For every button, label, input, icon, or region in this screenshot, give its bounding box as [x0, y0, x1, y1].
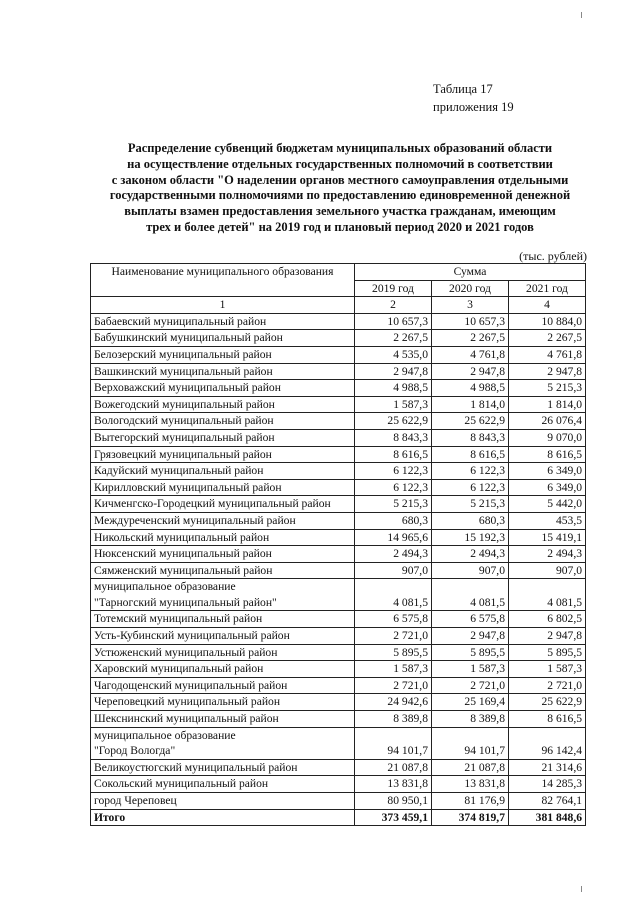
row-name: Бабушкинский муниципальный район: [91, 330, 355, 347]
row-name: Чагодощенский муниципальный район: [91, 677, 355, 694]
value-2019: 8 843,3: [355, 429, 432, 446]
row-name: Сямженский муниципальный район: [91, 562, 355, 579]
value-2019: 5 215,3: [355, 496, 432, 513]
value-2020: 13 831,8: [432, 776, 509, 793]
value-2019: 94 101,7: [355, 727, 432, 759]
title-line: государственными полномочиями по предоставлению единовременной денежной: [109, 188, 571, 203]
value-2019: 8 616,5: [355, 446, 432, 463]
subsidy-table: [90, 263, 586, 826]
value-2019: 2 267,5: [355, 330, 432, 347]
caption-appendix: приложения 19: [433, 100, 514, 114]
value-2021: 82 764,1: [509, 793, 586, 810]
row-name: Череповецкий муниципальный район: [91, 694, 355, 711]
row-name: Харовский муниципальный район: [91, 661, 355, 678]
row-name: Кирилловский муниципальный район: [91, 479, 355, 496]
table-row: [91, 677, 586, 694]
value-2019: 907,0: [355, 562, 432, 579]
value-2020: 21 087,8: [432, 759, 509, 776]
value-2020: 907,0: [432, 562, 509, 579]
row-name: Усть-Кубинский муниципальный район: [91, 628, 355, 645]
value-2019: 5 895,5: [355, 644, 432, 661]
value-2020: 25 622,9: [432, 413, 509, 430]
value-2019: 2 947,8: [355, 363, 432, 380]
value-2019: 1 587,3: [355, 396, 432, 413]
table-row: [91, 463, 586, 480]
row-name: Шекснинский муниципальный район: [91, 711, 355, 728]
value-2021: 26 076,4: [509, 413, 586, 430]
header-year-2020: 2020 год: [432, 280, 509, 297]
value-2019: 14 965,6: [355, 529, 432, 546]
row-name: Сокольский муниципальный район: [91, 776, 355, 793]
table-row: [91, 413, 586, 430]
title-line: на осуществление отдельных государственных полномочий в соответствии: [127, 156, 553, 171]
value-2019: 2 721,0: [355, 628, 432, 645]
value-2020: 5 215,3: [432, 496, 509, 513]
table-row: [91, 776, 586, 793]
value-2020: 4 988,5: [432, 380, 509, 397]
value-2021: 15 419,1: [509, 529, 586, 546]
value-2021: 5 215,3: [509, 380, 586, 397]
value-2020: 2 947,8: [432, 363, 509, 380]
value-2020: 4 761,8: [432, 346, 509, 363]
row-name: Вожегодский муниципальный район: [91, 396, 355, 413]
table-row: [91, 346, 586, 363]
row-name: Нюксенский муниципальный район: [91, 546, 355, 563]
row-name: Тотемский муниципальный район: [91, 611, 355, 628]
value-2021: 1 814,0: [509, 396, 586, 413]
row-name: Грязовецкий муниципальный район: [91, 446, 355, 463]
title-line: выплаты взамен предоставления земельного участка гражданам, имеющим: [124, 204, 556, 219]
value-2020: 2 721,0: [432, 677, 509, 694]
header-name: Наименование муниципального образования: [91, 264, 355, 297]
value-2021: 4 081,5: [509, 579, 586, 611]
value-2020: 8 389,8: [432, 711, 509, 728]
value-2020: 2 267,5: [432, 330, 509, 347]
value-2021: 9 070,0: [509, 429, 586, 446]
table-row: [91, 330, 586, 347]
table-row: [91, 380, 586, 397]
total-2020: 374 819,7: [432, 809, 509, 826]
value-2020: 10 657,3: [432, 313, 509, 330]
document-title: [95, 141, 585, 236]
value-2019: 4 535,0: [355, 346, 432, 363]
value-2020: 5 895,5: [432, 644, 509, 661]
value-2021: 25 622,9: [509, 694, 586, 711]
table-caption: [433, 80, 514, 116]
row-name: Кичменгско-Городецкий муниципальный район: [91, 496, 355, 513]
row-name-line: "Город Вологда": [94, 744, 176, 758]
table-row: [91, 644, 586, 661]
table-row: [91, 759, 586, 776]
value-2021: 10 884,0: [509, 313, 586, 330]
total-row: [91, 809, 586, 826]
units-label: (тыс. рублей): [519, 249, 587, 263]
value-2021: 14 285,3: [509, 776, 586, 793]
row-name: Великоустюгский муниципальный район: [91, 759, 355, 776]
value-2020: 15 192,3: [432, 529, 509, 546]
value-2021: 2 494,3: [509, 546, 586, 563]
caption-table-number: Таблица 17: [433, 82, 493, 96]
value-2021: 5 895,5: [509, 644, 586, 661]
value-2021: 2 947,8: [509, 363, 586, 380]
value-2019: 6 122,3: [355, 463, 432, 480]
value-2019: 6 575,8: [355, 611, 432, 628]
row-name: Вологодский муниципальный район: [91, 413, 355, 430]
value-2021: 453,5: [509, 512, 586, 529]
value-2019: 1 587,3: [355, 661, 432, 678]
col-number: 1: [91, 297, 355, 314]
row-name: Вытегорский муниципальный район: [91, 429, 355, 446]
row-name-line: "Тарногский муниципальный район": [94, 595, 277, 609]
row-name: город Череповец: [91, 793, 355, 810]
value-2019: 21 087,8: [355, 759, 432, 776]
value-2020: 6 575,8: [432, 611, 509, 628]
total-2019: 373 459,1: [355, 809, 432, 826]
value-2020: 8 616,5: [432, 446, 509, 463]
table-row: [91, 661, 586, 678]
value-2020: 1 587,3: [432, 661, 509, 678]
value-2020: 2 947,8: [432, 628, 509, 645]
table-row: [91, 363, 586, 380]
table-row: [91, 727, 586, 759]
header-year-2019: 2019 год: [355, 280, 432, 297]
value-2019: 4 988,5: [355, 380, 432, 397]
table-row: [91, 479, 586, 496]
value-2019: 6 122,3: [355, 479, 432, 496]
value-2019: 13 831,8: [355, 776, 432, 793]
value-2020: 94 101,7: [432, 727, 509, 759]
value-2019: 2 494,3: [355, 546, 432, 563]
table-row: [91, 694, 586, 711]
value-2020: 2 494,3: [432, 546, 509, 563]
value-2021: 8 616,5: [509, 446, 586, 463]
value-2020: 680,3: [432, 512, 509, 529]
value-2019: 2 721,0: [355, 677, 432, 694]
title-line: трех и более детей" на 2019 год и плановый период 2020 и 2021 годов: [146, 219, 534, 234]
table-row: [91, 711, 586, 728]
value-2021: 2 267,5: [509, 330, 586, 347]
value-2021: 5 442,0: [509, 496, 586, 513]
col-number: 2: [355, 297, 432, 314]
value-2021: 1 587,3: [509, 661, 586, 678]
table-row: [91, 611, 586, 628]
row-name: Верховажский муниципальный район: [91, 380, 355, 397]
row-name-line: муниципальное образование: [94, 728, 236, 742]
col-number: 4: [509, 297, 586, 314]
table-row: [91, 496, 586, 513]
value-2020: 6 122,3: [432, 463, 509, 480]
header-year-2021: 2021 год: [509, 280, 586, 297]
value-2021: 6 802,5: [509, 611, 586, 628]
table-row: [91, 396, 586, 413]
value-2019: 80 950,1: [355, 793, 432, 810]
title-line: с законом области "О наделении органов местного самоуправления отдельными: [111, 172, 569, 187]
scan-mark: [581, 886, 582, 892]
header-sum: Сумма: [355, 264, 586, 281]
table-row: [91, 793, 586, 810]
row-name: Белозерский муниципальный район: [91, 346, 355, 363]
value-2021: 907,0: [509, 562, 586, 579]
table-body: [91, 313, 586, 825]
value-2021: 21 314,6: [509, 759, 586, 776]
value-2019: 8 389,8: [355, 711, 432, 728]
value-2020: 6 122,3: [432, 479, 509, 496]
value-2020: 81 176,9: [432, 793, 509, 810]
total-label: Итого: [91, 809, 355, 826]
title-line: Распределение субвенций бюджетам муниципальных образований области: [127, 141, 553, 155]
row-name: Бабаевский муниципальный район: [91, 313, 355, 330]
value-2019: 680,3: [355, 512, 432, 529]
value-2021: 6 349,0: [509, 463, 586, 480]
table-row: [91, 579, 586, 611]
row-name: Междуреченский муниципальный район: [91, 512, 355, 529]
value-2021: 6 349,0: [509, 479, 586, 496]
table-row: [91, 446, 586, 463]
value-2021: 96 142,4: [509, 727, 586, 759]
value-2021: 4 761,8: [509, 346, 586, 363]
value-2020: 1 814,0: [432, 396, 509, 413]
value-2021: 2 721,0: [509, 677, 586, 694]
row-name: Никольский муниципальный район: [91, 529, 355, 546]
value-2019: 4 081,5: [355, 579, 432, 611]
row-name: [91, 727, 355, 759]
value-2020: 8 843,3: [432, 429, 509, 446]
value-2021: 8 616,5: [509, 711, 586, 728]
total-2021: 381 848,6: [509, 809, 586, 826]
table-row: [91, 529, 586, 546]
table-row: [91, 628, 586, 645]
row-name: [91, 579, 355, 611]
col-number: 3: [432, 297, 509, 314]
table-row: [91, 562, 586, 579]
value-2020: 25 169,4: [432, 694, 509, 711]
row-name-line: муниципальное образование: [94, 580, 236, 594]
table-row: [91, 512, 586, 529]
row-name: Кадуйский муниципальный район: [91, 463, 355, 480]
value-2020: 4 081,5: [432, 579, 509, 611]
table-row: [91, 313, 586, 330]
value-2019: 25 622,9: [355, 413, 432, 430]
value-2019: 24 942,6: [355, 694, 432, 711]
row-name: Вашкинский муниципальный район: [91, 363, 355, 380]
value-2021: 2 947,8: [509, 628, 586, 645]
value-2019: 10 657,3: [355, 313, 432, 330]
scan-mark: [581, 12, 582, 18]
table-row: [91, 429, 586, 446]
table-row: [91, 546, 586, 563]
row-name: Устюженский муниципальный район: [91, 644, 355, 661]
